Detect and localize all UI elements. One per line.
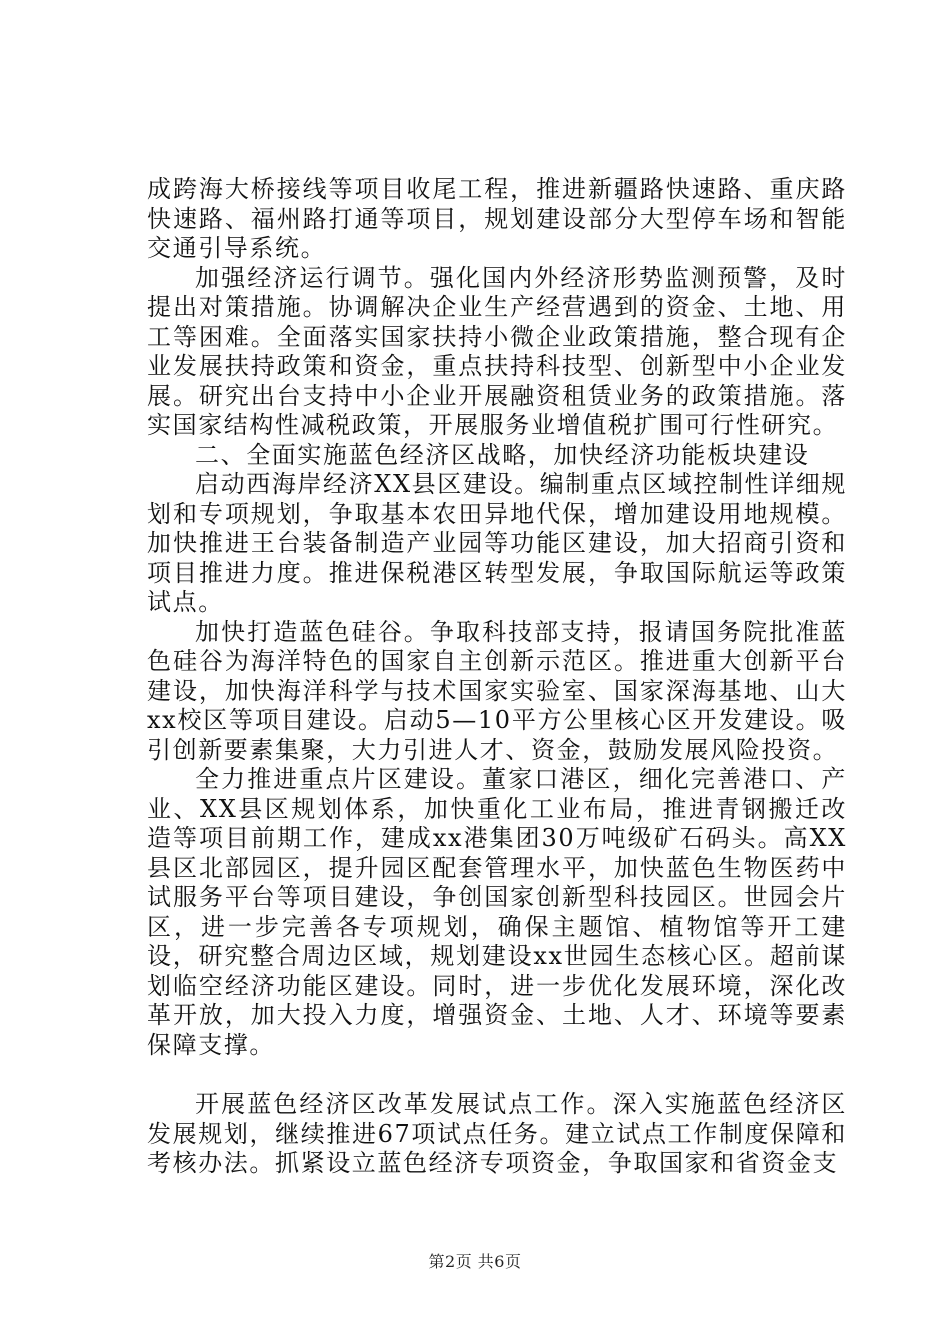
paragraph-economic-regulation: 加强经济运行调节。强化国内外经济形势监测预警，及时提出对策措施。协调解决企业生产经营遇到的资金、土地、用工等困难。全面落实国家扶持小微企业政策措施，整合现有企业发展扶持政策和资金，重点扶持科技型、创新型中小企业发展。研究出台支持中小企业开展融资租赁业务的政策措施。落实国家结构性减税政策，开展服务业增值税扩围可行性研究。: [147, 263, 847, 439]
paragraph-pilot-work: 开展蓝色经济区改革发展试点工作。深入实施蓝色经济区发展规划，继续推进67项试点任务。建立试点工作制度保障和考核办法。抓紧设立蓝色经济专项资金，争取国家和省资金支: [147, 1090, 847, 1177]
section-heading: 二、全面实施蓝色经济区战略，加快经济功能板块建设: [195, 440, 810, 469]
paragraph-key-areas: 全力推进重点片区建设。董家口港区，细化完善港口、产业、XX县区规划体系，加快重化工业布局，推进青钢搬迁改造等项目前期工作，建成xx港集团30万吨级矿石码头。高XX县区北部园区，提升园区配套管理水平，加快蓝色生物医药中试服务平台等项目建设，争创国家创新型科技园区。世园会片区，进一步完善各专项规划，确保主题馆、植物馆等开工建设，研究整合周边区域，规划建设xx世园生态核心区。超前谋划临空经济功能区建设。同时，进一步优化发展环境，深化改革开放，加大投入力度，增强资金、土地、人才、环境等要素保障支撑。: [147, 765, 847, 1059]
document-body: [147, 175, 847, 1179]
paragraph-blue-silicon-valley: 加快打造蓝色硅谷。争取科技部支持，报请国务院批准蓝色硅谷为海洋特色的国家自主创新示范区。推进重大创新平台建设，加快海洋科学与技术国家实验室、国家深海基地、山大xx校区等项目建设。启动5—10平方公里核心区开发建设。吸引创新要素集聚，大力引进人才、资金，鼓励发展风险投资。: [147, 617, 847, 764]
paragraph-west-coast: 启动西海岸经济XX县区建设。编制重点区域控制性详细规划和专项规划，争取基本农田异地代保，增加建设用地规模。加快推进王台装备制造产业园等功能区建设，加大招商引资和项目推进力度。推进保税港区转型发展，争取国际航运等政策试点。: [147, 470, 847, 616]
paragraph-continuation: 成跨海大桥接线等项目收尾工程，推进新疆路快速路、重庆路快速路、福州路打通等项目，规划建设部分大型停车场和智能交通引导系统。: [147, 175, 847, 262]
page-number-footer: 第2页 共6页: [428, 1252, 522, 1271]
